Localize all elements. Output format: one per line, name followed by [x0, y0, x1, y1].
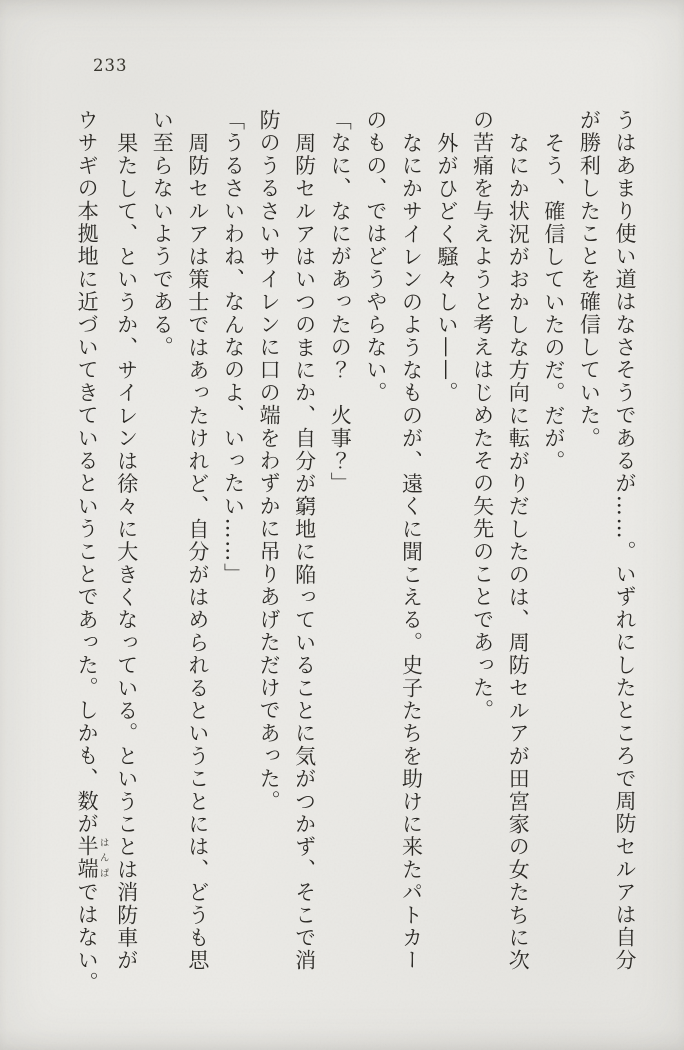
body-text-block: [72, 109, 642, 995]
furigana-ruby: 半端はんぱ: [75, 835, 109, 881]
text-line: のもの、ではどうやらない。: [363, 109, 388, 405]
text-line: 「うるさいわね、なんなのよ、いったい……」: [221, 109, 246, 586]
text-line: 外がひどく騒々しい——。: [435, 131, 460, 405]
text-line: うはあまり使い道はなさそうであるが……。いずれにしたところで周防セルアは自分: [613, 109, 637, 972]
text-line: い至らないようである。: [150, 109, 175, 359]
text-line: 防のうるさいサイレンに口の端をわずかに吊りあげただけであった。: [257, 109, 282, 813]
page-number: 233: [93, 56, 128, 75]
text-line: の苦痛を与えようと考えはじめたその矢先のことであった。: [470, 109, 495, 722]
text-line: 「なに、なにがあったの？ 火事？」: [328, 109, 353, 495]
text-line: 果たして、というか、サイレンは徐々に大きくなっている。ということは消防車が: [114, 131, 139, 972]
text-line: 周防セルアは策士ではあったけれど、自分がはめられるということには、どうも思: [185, 131, 210, 972]
text-line: ウサギの本拠地に近づいてきているということであった。しかも、数が半端はんぱではない。: [75, 109, 109, 995]
text-line: が勝利したことを確信していた。: [577, 109, 602, 450]
text-line: そう、確信していたのだ。だが。: [541, 131, 566, 473]
text-line: 周防セルアはいつのまにか、自分が窮地に陥っていることに気がつかず、そこで消: [292, 131, 317, 972]
text-line: なにかサイレンのようなものが、遠くに聞こえる。史子たちを助けに来たパトカー: [399, 131, 424, 972]
text-line: なにか状況がおかしな方向に転がりだしたのは、周防セルアが田宮家の女たちに次: [506, 131, 531, 972]
